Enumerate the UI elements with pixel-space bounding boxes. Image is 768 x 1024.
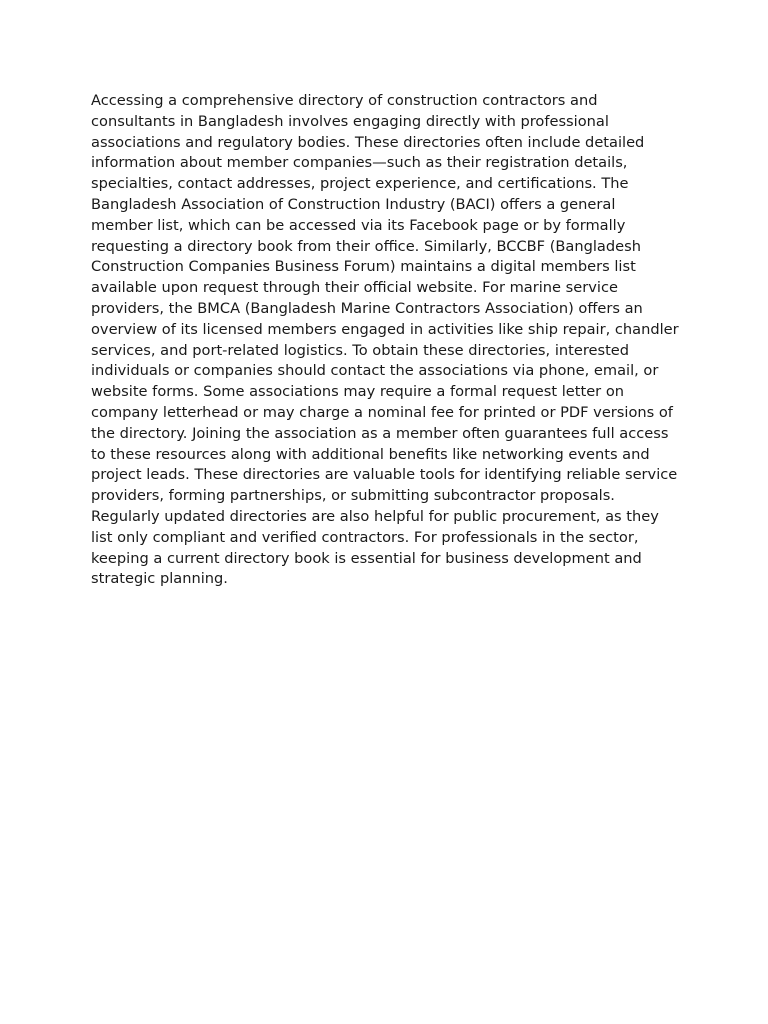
body-paragraph: Accessing a comprehensive directory of construction contractors and consultants in Bangladesh involves engaging directly with professional associations and regulatory bodies. These directories often include detailed information about member companies—such as their registration details, specialties, contact addresses, project experience, and certifications. The Bangladesh Association of Construction Industry (BACI) offers a general member list, which can be accessed via its Facebook page or by formally requesting a directory book from their office. Similarly, BCCBF (Bangladesh Construction Companies Business Forum) maintains a digital members list available upon request through their official website. For marine service providers, the BMCA (Bangladesh Marine Contractors Association) offers an overview of its licensed members engaged in activities like ship repair, chandler services, and port-related logistics. To obtain these directories, interested individuals or companies should contact the associations via phone, email, or website forms. Some associations may require a formal request letter on company letterhead or may charge a nominal fee for printed or PDF versions of the directory. Joining the association as a member often guarantees full access to these resources along with additional benefits like networking events and project leads. These directories are valuable tools for identifying reliable service providers, forming partnerships, or submitting subcontractor proposals. Regularly updated directories are also helpful for public procurement, as they list only compliant and verified contractors. For professionals in the sector, keeping a current directory book is essential for business development and strategic planning.	[91, 92, 679, 588]
